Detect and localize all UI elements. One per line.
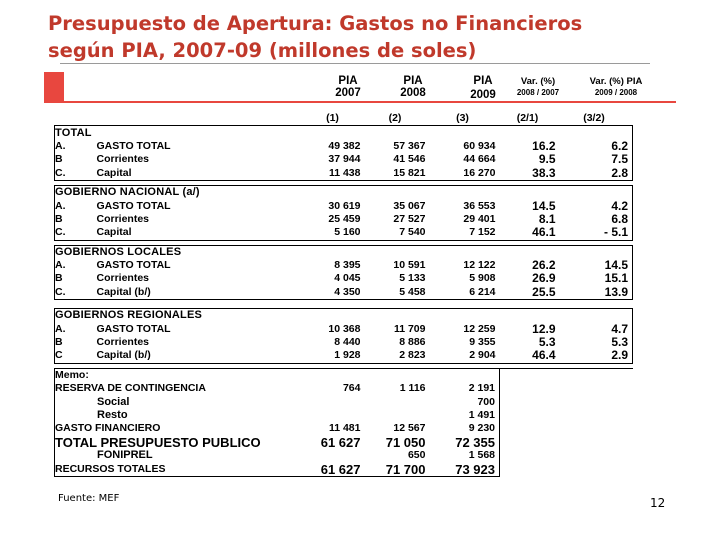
col-header-pia-2007: PIA 2007 — [335, 75, 361, 99]
section-header-gobierno-nacional: GOBIERNO NACIONAL (a/) — [55, 185, 633, 199]
memo-header: Memo: — [55, 368, 633, 382]
accent-block — [44, 72, 64, 102]
col-header-pia-2009: PIA 2009 — [470, 75, 496, 101]
memo-row: Social 700 — [55, 395, 633, 408]
table-row: C. Capital 5 160 7 540 7 152 46.1 - 5.1 — [55, 226, 633, 240]
table-row: C. Capital (b/) 4 350 5 458 6 214 25.5 13.9 — [55, 286, 633, 300]
title-divider — [60, 63, 650, 64]
memo-row: Resto 1 491 — [55, 409, 633, 422]
page-number: 12 — [650, 496, 666, 510]
title-line-2: según PIA, 2007-09 (millones de soles) — [48, 39, 477, 62]
table-row: A. GASTO TOTAL 8 395 10 591 12 122 26.2 14.5 — [55, 259, 633, 272]
memo-row: GASTO FINANCIERO 11 481 12 567 9 230 — [55, 422, 633, 435]
table-row: A. GASTO TOTAL 49 382 57 367 60 934 16.2 6.2 — [55, 140, 633, 153]
memo-row: TOTAL PRESUPUESTO PUBLICO 61 627 71 050 72 355 — [55, 436, 633, 449]
title-line-1: Presupuesto de Apertura: Gastos no Financieros — [48, 12, 583, 35]
table-row: B Corrientes 8 440 8 886 9 355 5.3 5.3 — [55, 336, 633, 349]
budget-table — [54, 112, 632, 477]
table-row: A. GASTO TOTAL 30 619 35 067 36 553 14.5 4.2 — [55, 199, 633, 212]
memo-row: RESERVA DE CONTINGENCIA 764 1 116 2 191 — [55, 382, 633, 395]
section-header-gobiernos-regionales: GOBIERNOS REGIONALES — [55, 309, 633, 323]
table-row: B Corrientes 25 459 27 527 29 401 8.1 6.8 — [55, 213, 633, 226]
table-row: B Corrientes 37 944 41 546 44 664 9.5 7.5 — [55, 153, 633, 166]
page-title — [48, 10, 698, 64]
memo-row: RECURSOS TOTALES 61 627 71 700 73 923 — [55, 462, 633, 476]
index-row: (1) (2) (3) (2/1) (3/2) — [326, 112, 605, 125]
col-header-pia-2008: PIA 2008 — [400, 75, 426, 99]
section-header-total: TOTAL — [55, 126, 633, 140]
section-header-gobiernos-locales: GOBIERNOS LOCALES — [55, 245, 633, 259]
source-note: Fuente: MEF — [58, 493, 120, 504]
table-row: B Corrientes 4 045 5 133 5 908 26.9 15.1 — [55, 272, 633, 285]
table-row: A. GASTO TOTAL 10 368 11 709 12 259 12.9 4.7 — [55, 322, 633, 335]
table-row: C. Capital 11 438 15 821 16 270 38.3 2.8 — [55, 167, 633, 181]
accent-line — [44, 101, 676, 103]
col-header-var-2008-2007: Var. (%) 2008 / 2007 — [516, 76, 560, 97]
table-row: C Capital (b/) 1 928 2 823 2 904 46.4 2.9 — [55, 349, 633, 363]
memo-row: FONIPREL 650 1 568 — [55, 449, 633, 462]
col-header-var-2009-2008: Var. (%) PIA 2009 / 2008 — [589, 76, 643, 97]
